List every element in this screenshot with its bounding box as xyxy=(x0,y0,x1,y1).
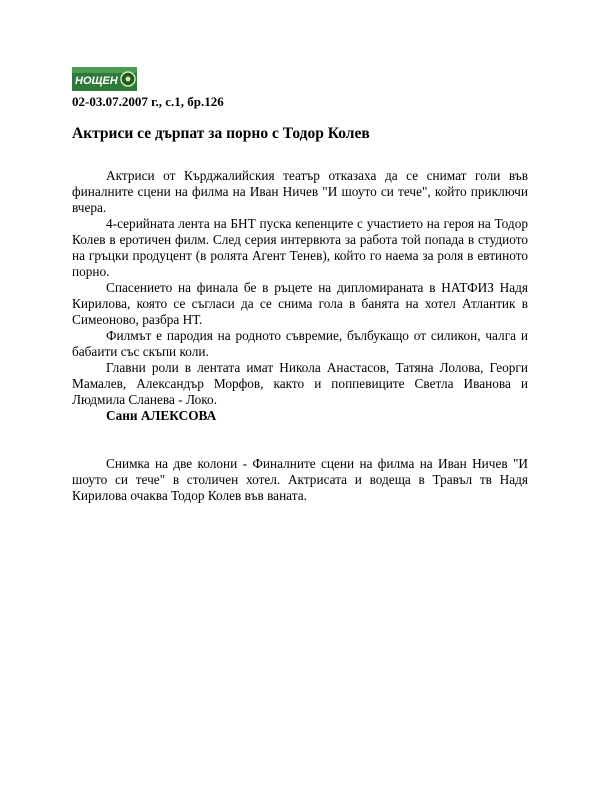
newspaper-logo xyxy=(72,67,137,91)
article-paragraph: Главни роли в лентата имат Никола Анастасов, Татяна Лолова, Георги Мамалев, Александър Морфов, както и поппевиците Светла Иванова и Людмила Сланева - Локо. xyxy=(72,360,528,407)
article-paragraph: 4-серийната лента на БНТ пуска кепенците с участието на героя на Тодор Колев в еротичен филм. След серия интервюта за работа той попада в студиото на гръцки продуцент (в ролята Агент Тенев), който го наема за роля в евтиното порно. xyxy=(72,216,528,279)
article-headline: Актриси се дърпат за порно с Тодор Колев xyxy=(72,125,370,142)
issue-info: 02-03.07.2007 г., с.1, бр.126 xyxy=(72,94,224,109)
article-author: Сани АЛЕКСОВА xyxy=(106,408,217,423)
article-paragraph: Филмът е пародия на родното съвремие, бълбукащо от силикон, чалга и бабаити със скъпи коли. xyxy=(72,328,528,359)
photo-caption: Снимка на две колони - Финалните сцени на филма на Иван Ничев "И шоуто си тече" в столичен хотел. Актрисата и водеща в Травъл тв Надя Кирилова очаква Тодор Колев във ваната. xyxy=(72,456,528,503)
logo-text: НОЩЕН xyxy=(75,75,118,87)
article-body xyxy=(72,168,528,504)
article-paragraph: Актриси от Кърджалийския театър отказаха да се снимат голи във финалните сцени на филма на Иван Ничев "И шоуто си тече", който приключи вчера. xyxy=(72,168,528,215)
article-paragraph: Спасението на финала бе в ръцете на дипломиранатa в НАТФИЗ Надя Кирилова, която се съгласи да се снима гола в банята на хотел Атлантик в Симеоново, разбра НТ. xyxy=(72,280,528,327)
